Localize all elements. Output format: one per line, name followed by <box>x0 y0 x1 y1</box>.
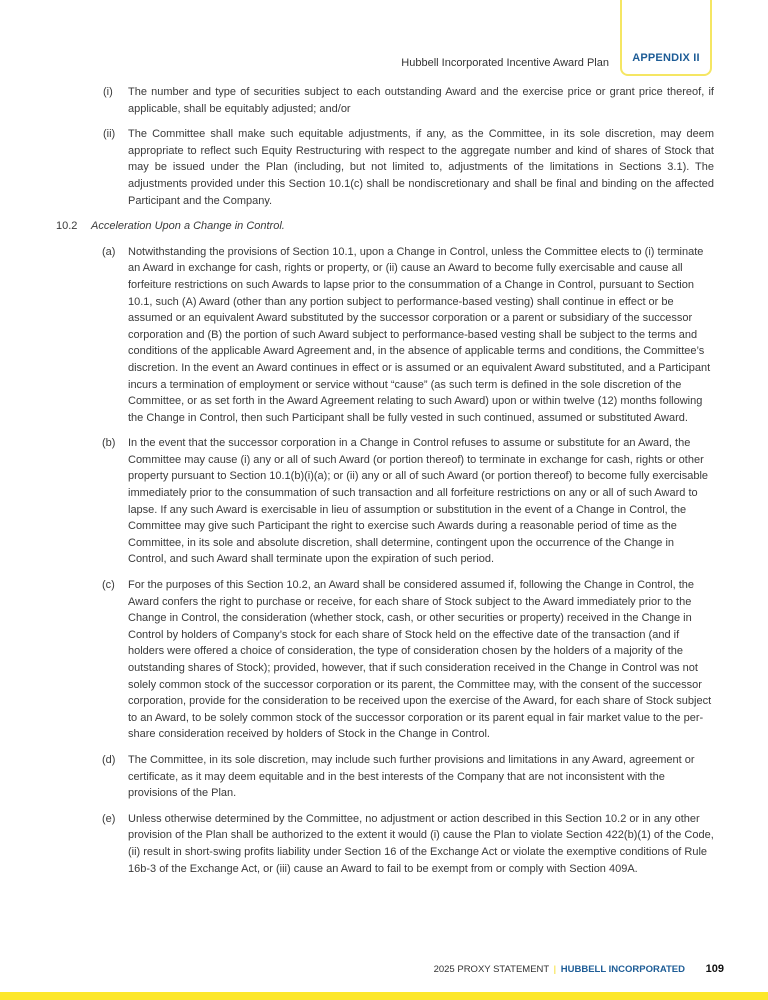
clause-text: In the event that the successor corporation in a Change in Control refuses to assume or substitute for an Award, the Committee may cause (i) any or all of such Award (or portion thereof) to terminate in exchange for cash, rights or other property pursuant to Section 10.1(b)(i)(a); or (ii) any or all of such Award (or portion thereof) to become fully exercisable immediately prior to the consummation of such transaction and all forfeiture restrictions on any or all of such Award to lapse. If any such Award is exercisable in lieu of assumption or substitution in the event of a Change in Control, the Committee may give such Participant the right to exercise such Awards during a reasonable period of time as the Committee, in its sole and absolute discretion, shall determine, contingent upon the occurrence of the Change in Control, and such Award shall terminate upon the expiration of such period. <box>128 437 709 566</box>
document-body <box>0 84 768 886</box>
page-footer <box>434 964 685 975</box>
clause-number: (d) <box>102 753 116 766</box>
clause-text: The Committee, in its sole discretion, may include such further provisions and limitations in any Award, agreement or certificate, as it may deem equitable and in the best interests of the Company that are not inconsistent with the provisions of the Plan. <box>128 753 695 800</box>
footer-company: HUBBELL INCORPORATED <box>560 964 685 975</box>
document-title: Hubbell Incorporated Incentive Award Plan <box>401 57 609 69</box>
clause-number: (a) <box>102 245 116 258</box>
section-title: Acceleration Upon a Change in Control. <box>91 220 285 233</box>
appendix-tab <box>620 0 712 76</box>
clause-number: (i) <box>103 86 113 98</box>
clause-text: For the purposes of this Section 10.2, an Award shall be considered assumed if, following the Change in Control, the Award confers the right to purchase or receive, for each share of Stock subject to the Award immediately prior to the Change in Control, the consideration (whether stock, cash, or other securities or property) received in the Change in Control by holders of Company’s stock for each share of Stock held on the effective date of the transaction (and if holders were offered a choice of consideration, the type of consideration chosen by the holders of a majority of the outstanding shares of Stock); provided, however, that if such consideration received in the Change in Control was not solely common stock of the successor corporation or its parent, the Committee may, with the consent of the successor corporation, provide for the consideration to be received upon the exercise of the Award, for each share of Stock subject to an Award, to be solely common stock of the successor corporation or its parent equal in fair market value to the per-share consideration received by holders of Stock in the Change in Control. <box>128 579 712 741</box>
clause-e <box>0 811 768 877</box>
clause-ii <box>0 126 768 209</box>
section-heading <box>0 218 768 235</box>
clause-d <box>0 752 768 802</box>
clause-b <box>0 435 768 568</box>
clause-text: Notwithstanding the provisions of Section 10.1, upon a Change in Control, unless the Committee elects to (i) terminate an Award in exchange for cash, rights or property, or (ii) cause an Award to become fully exercisable and cause all forfeiture restrictions on such Awards to lapse prior to the consummation of a Change in Control, pursuant to Section 10.1, such (A) Award (other than any portion subject to performance-based vesting) shall continue in effect or be assumed or an equivalent Award substituted by the successor corporation or a parent or subsidiary of the successor corporation and (B) the portion of such Award subject to performance-based vesting shall be subject to the terms and conditions of the applicable Award Agreement and, in the absence of applicable terms and conditions, the Committee’s discretion. In the event an Award continues in effect or is assumed or an equivalent Award substituted, and a Participant incurs a termination of employment or service without “cause” (as such term is defined in the sole discretion of the Committee, or as set forth in the Award Agreement relating to such Award) upon or within twelve (12) months following the Change in Control, then such Participant shall be fully vested in such continued, assumed or substituted Award. <box>128 245 711 424</box>
clause-c <box>0 577 768 743</box>
clause-i <box>0 84 768 117</box>
footer-statement: 2025 PROXY STATEMENT <box>433 964 550 975</box>
clause-text: The Committee shall make such equitable adjustments, if any, as the Committee, in its sole discretion, may deem appropriate to reflect such Equity Restructuring with respect to the aggregate number and kind of shares of Stock that may be issued under the Plan (including, but not limited to, adjustments of the limitations in Sections 3.1). The adjustments provided under this Section 10.1(c) shall be nondiscretionary and shall be final and binding on the affected Participant and the Company. <box>128 128 714 207</box>
footer-accent-bar <box>0 992 768 1000</box>
section-number: 10.2 <box>56 220 78 233</box>
appendix-label: APPENDIX II <box>632 52 700 64</box>
clause-text: The number and type of securities subject to each outstanding Award and the exercise price or grant price thereof, if applicable, shall be equitably adjusted; and/or <box>128 86 714 115</box>
footer-separator: | <box>553 964 557 975</box>
clause-number: (ii) <box>103 128 116 141</box>
clause-text: Unless otherwise determined by the Committee, no adjustment or action described in this Section 10.2 or in any other provision of the Plan shall be authorized to the extent it would (i) cause the Plan to violate Section 422(b)(1) of the Code, (ii) result in short-swing profits liability under Section 16 of the Exchange Act or violate the exemptive conditions of Rule 16b-3 of the Exchange Act, or (iii) cause an Award to fail to be exempt from or comply with Section 409A. <box>128 812 714 875</box>
clause-number: (e) <box>102 812 116 825</box>
page-number: 109 <box>705 963 724 975</box>
clause-number: (c) <box>102 579 115 592</box>
clause-number: (b) <box>102 437 116 450</box>
clause-a <box>0 244 768 427</box>
